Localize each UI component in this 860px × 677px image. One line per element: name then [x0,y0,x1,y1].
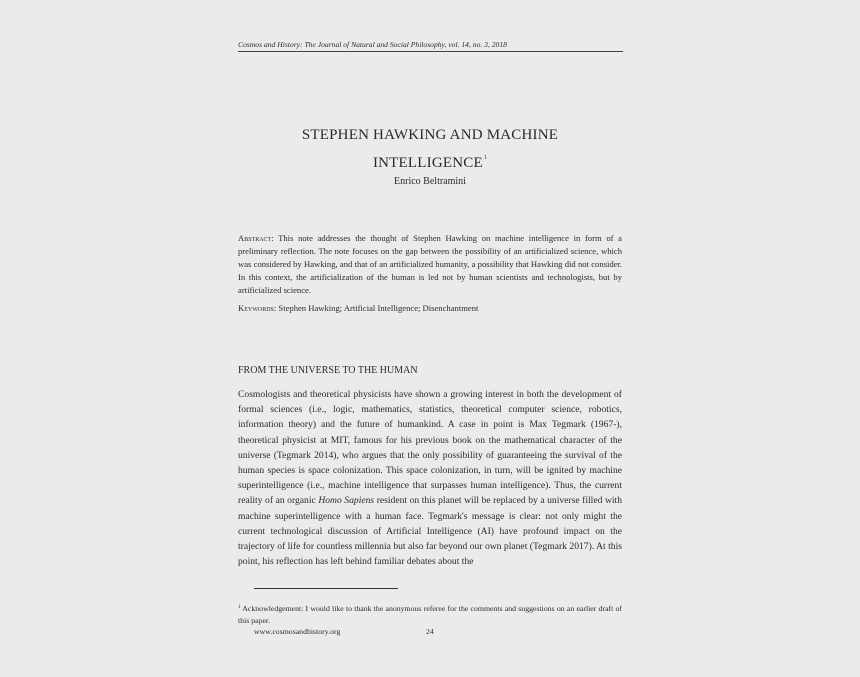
page-number: 24 [426,627,434,636]
footnote-text: Acknowledgement: I would like to thank the anonymous referee for the comments and suggestions on an earlier draft of this paper. [238,604,622,625]
footer-url-link[interactable]: www.cosmosandhistory.org [254,627,341,636]
keywords [238,302,622,315]
body-text-part-1: Cosmologists and theoretical physicists have shown a growing interest in both the development of formal sciences (i.e., logic, mathematics, statistics, theoretical computer science, robotics, information theory) and the future of humankind. A case in point is Max Tegmark (1967-), theoretical physicist at MIT, famous for his previous book on the mathematical character of the universe (Tegmark 2014), who argues that the only possibility of guaranteeing the survival of the human species is space colonization. This space colonization, in turn, will be ignited by machine superintelligence (i.e., machine intelligence that surpasses human intelligence). Thus, the current reality of an organic [238,389,622,507]
abstract [238,232,622,297]
abstract-label: Abstract: [238,233,274,243]
header-rule [238,51,623,52]
running-header: Cosmos and History: The Journal of Natural and Social Philosophy, vol. 14, no. 3, 2018 [238,40,507,49]
keywords-text: Stephen Hawking; Artificial Intelligence; Disenchantment [276,303,479,313]
body-paragraph [238,387,622,569]
footnote [238,602,622,627]
title-footnote-marker[interactable]: 1 [483,155,488,161]
title-line-1: STEPHEN HAWKING AND MACHINE [301,127,559,143]
article-title [238,124,622,175]
author-name: Enrico Beltramini [394,176,466,187]
title-line-2: INTELLIGENCE [372,155,483,171]
body-text-italic: Homo Sapiens [318,495,375,507]
keywords-label: Keywords: [238,303,277,313]
abstract-text: This note addresses the thought of Stephen Hawking on machine intelligence in form of a preliminary reflection. The note focuses on the gap between the possibility of an artificialized science, which was considered by Hawking, and that of an artificialized humanity, a possibility that Hawking did not consider. In this context, the artificialization of the human is led not by human scientists and technologists, but by artificialized science. [238,233,622,295]
footnote-rule [254,588,398,589]
body-text-part-2: resident on this planet will be replaced by a universe filled with machine superintelligence with a human face. Tegmark's message is clear: not only might the current technological discussion of Artificial Intelligence (AI) have profound impact on the trajectory of life for countless millennia but also far beyond our own planet (Tegmark 2017). At this point, his reflection has left behind familiar debates about the [238,495,623,568]
footnote-marker: 1 [238,605,241,610]
section-heading: FROM THE UNIVERSE TO THE HUMAN [238,365,418,376]
